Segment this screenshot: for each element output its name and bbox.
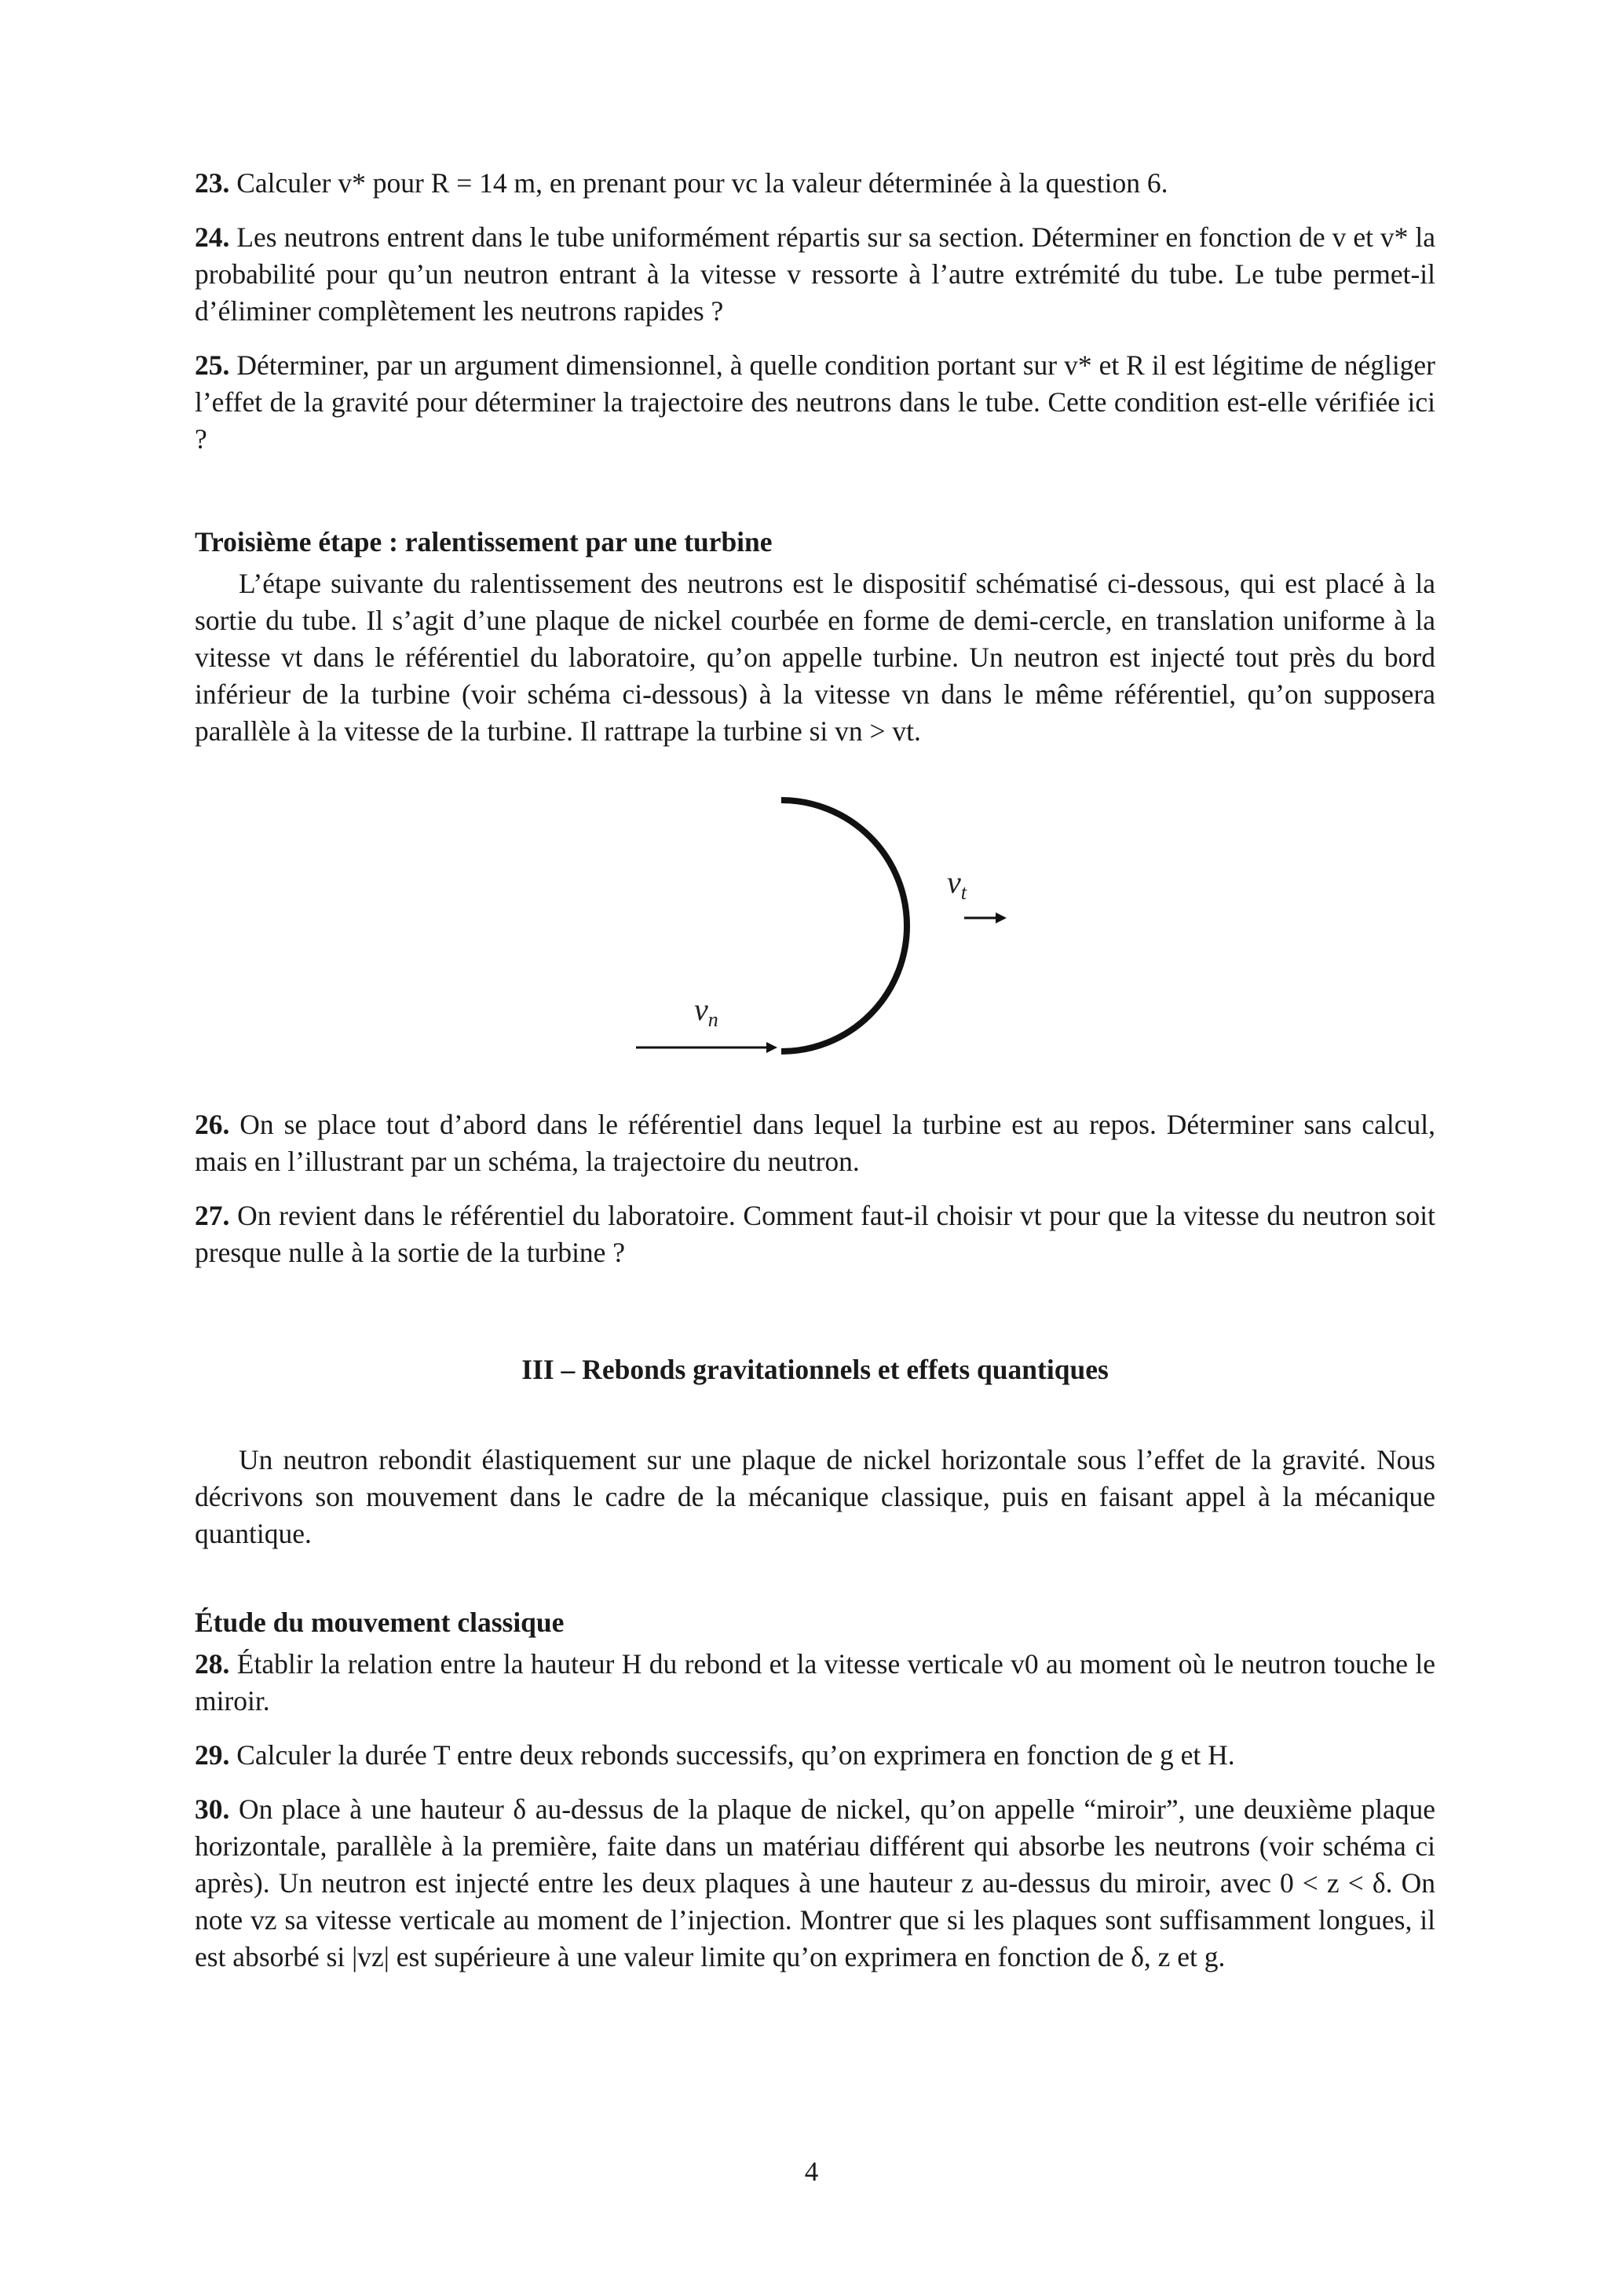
question-number: 25. — [195, 349, 230, 381]
question-text: On place à une hauteur δ au-dessus de la plaque de nickel, qu’on appelle “miroir”, une deuxième plaque horizontale, parallèle à la première, faite dans un matériau différent qui absorbe les neutrons (voir schéma ci après). Un neutron est injecté entre les deux plaques à une hauteur z au-dessus du miroir, avec 0 < z < δ. On note vz sa vitesse verticale au moment de l’injection. Montrer que si les plaques sont suffisamment longues, il est absorbé si |vz| est supérieure à une valeur limite qu’on exprimera en fonction de δ, z et g. — [195, 1793, 1436, 1972]
turbine-half-circle — [781, 800, 907, 1051]
turbine-intro-paragraph: L’étape suivante du ralentissement des neutrons est le dispositif schématisé ci-dessous, qui est placé à la sortie du tube. Il s’agit d’une plaque de nickel courbée en forme de demi-cercle, en translation uniforme à la vitesse vt dans le référentiel du laboratoire, qu’on appelle turbine. Un neutron est injecté tout près du bord inférieur de la turbine (voir schéma ci-dessous) à la vitesse vn dans le même référentiel, qu’on supposera parallèle à la vitesse de la turbine. Il rattrape la turbine si vn > vt. — [195, 568, 1435, 747]
question-number: 26. — [195, 1109, 230, 1140]
turbine-diagram — [195, 761, 1435, 1106]
question-27 — [195, 1197, 1435, 1271]
vt-arrow-head — [996, 912, 1007, 923]
question-number: 29. — [195, 1739, 230, 1771]
rebonds-intro-paragraph: Un neutron rebondit élastiquement sur une plaque de nickel horizontale sous l’effet de la gravité. Nous décrivons son mouvement dans le cadre de la mécanique classique, puis en faisant appel à la mécanique quantique. — [195, 1444, 1435, 1549]
question-text: On revient dans le référentiel du laboratoire. Comment faut-il choisir vt pour que la vitesse du neutron soit presque nulle à la sortie de la turbine ? — [195, 1200, 1435, 1268]
question-number: 24. — [195, 221, 230, 253]
part-heading-rebonds: III – Rebonds gravitationnels et effets quantiques — [521, 1354, 1109, 1385]
question-text: Établir la relation entre la hauteur H du rebond et la vitesse verticale v0 au moment où le neutron touche le miroir. — [195, 1648, 1435, 1717]
question-number: 27. — [195, 1200, 230, 1231]
question-29 — [195, 1737, 1435, 1774]
question-number: 28. — [195, 1648, 230, 1680]
question-30 — [195, 1791, 1435, 1976]
question-text: On se place tout d’abord dans le référentiel dans lequel la turbine est au repos. Déterminer sans calcul, mais en l’illustrant par un schéma, la trajectoire du neutron. — [195, 1109, 1435, 1177]
question-text: Les neutrons entrent dans le tube uniformément répartis sur sa section. Déterminer en fonction de v et v* la probabilité pour qu’un neutron entrant à la vitesse v ressorte à l’autre extrémité du tube. Le tube permet-il d’éliminer complètement les neutrons rapides ? — [195, 221, 1435, 327]
page-body — [195, 165, 1435, 1993]
question-23 — [195, 165, 1435, 202]
section-heading-turbine: Troisième étape : ralentissement par une turbine — [195, 526, 773, 558]
question-text: Calculer v* pour R = 14 m, en prenant pour vc la valeur déterminée à la question 6. — [236, 167, 1168, 199]
question-text: Calculer la durée T entre deux rebonds successifs, qu’on exprimera en fonction de g et H. — [236, 1739, 1235, 1771]
question-28 — [195, 1646, 1435, 1720]
question-26 — [195, 1106, 1435, 1180]
vn-arrow-head — [766, 1042, 777, 1053]
turbine-figure — [195, 761, 1435, 1106]
question-24 — [195, 219, 1435, 330]
question-25 — [195, 347, 1435, 458]
section-heading-classique: Étude du mouvement classique — [195, 1607, 565, 1638]
question-number: 23. — [195, 167, 230, 199]
label-vt: $v_t$ — [947, 865, 967, 904]
question-text: Déterminer, par un argument dimensionnel, à quelle condition portant sur v* et R il est légitime de négliger l’effet de la gravité pour déterminer la trajectoire des neutrons dans le tube. Cette condition est-elle vérifiée ici ? — [195, 349, 1436, 455]
question-number: 30. — [195, 1793, 230, 1825]
page-number: 4 — [804, 2156, 819, 2187]
label-vn: $v_n$ — [694, 992, 718, 1031]
